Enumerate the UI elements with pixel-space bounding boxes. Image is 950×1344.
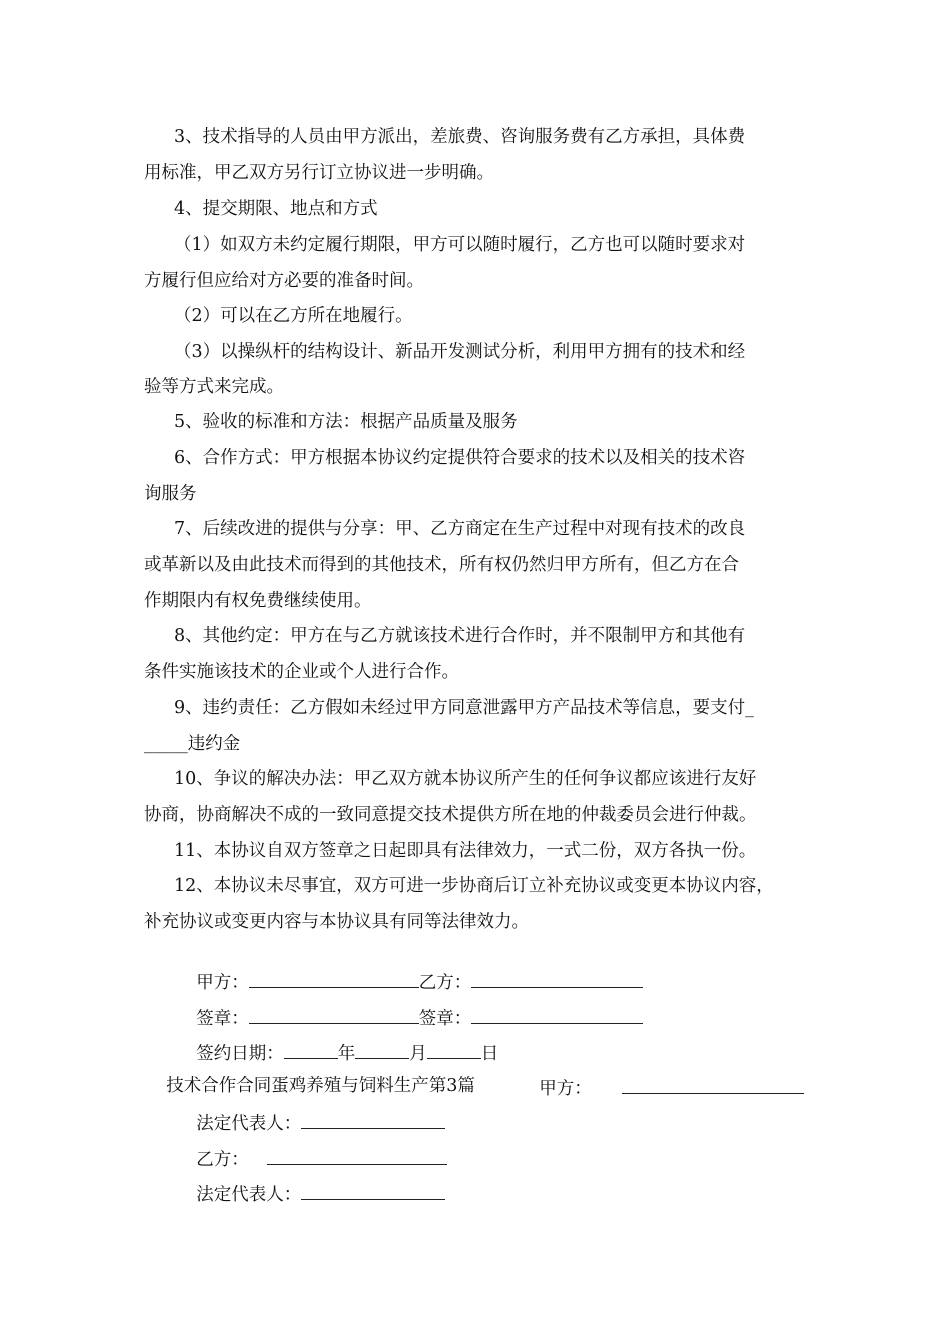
- clause-10-line-1: 10、争议的解决办法：甲乙双方就本协议所产生的任何争议都应该进行友好: [174, 769, 757, 789]
- clause-3-line-2: 用标准，甲乙双方另行订立协议进一步明确。: [144, 163, 494, 183]
- clause-4-heading: 4、提交期限、地点和方式: [174, 199, 378, 219]
- seal-a-label: 签章：: [196, 1009, 249, 1029]
- next-party-b-label: 乙方：: [196, 1150, 249, 1170]
- next-party-b-row: [174, 1124, 447, 1170]
- clause-3-line-1: 3、技术指导的人员由甲方派出，差旅费、咨询服务费有乙方承担，具体费: [174, 127, 746, 147]
- sign-date-row: [174, 1018, 499, 1064]
- next-party-a-row: [517, 1053, 804, 1099]
- rep-a-row: [174, 1088, 445, 1134]
- sign-date-label: 签约日期：: [196, 1044, 284, 1064]
- clause-12-line-1: 12、本协议未尽事宜，双方可进一步协商后订立补充协议或变更本协议内容，: [174, 876, 774, 896]
- clause-5: 5、验收的标准和方法：根据产品质量及服务: [174, 412, 518, 432]
- clause-8-line-2: 条件实施该技术的企业或个人进行合作。: [144, 662, 459, 682]
- next-section-title: 技术合作合同蛋鸡养殖与饲料生产第3篇: [166, 1076, 475, 1096]
- clause-4-1-line-1: （1）如双方未约定履行期限，甲方可以随时履行，乙方也可以随时要求对: [174, 235, 746, 255]
- clause-7-line-1: 7、后续改进的提供与分享：甲、乙方商定在生产过程中对现有技术的改良: [174, 519, 746, 539]
- party-a-label: 甲方：: [196, 973, 249, 993]
- clause-12-line-2: 补充协议或变更内容与本协议具有同等法律效力。: [144, 912, 529, 932]
- clause-4-3-line-1: （3）以操纵杆的结构设计、新品开发测试分析，利用甲方拥有的技术和经: [174, 342, 746, 362]
- party-a-signature-row: [174, 947, 643, 993]
- next-party-a-blank[interactable]: [622, 1075, 804, 1094]
- party-b-label: 乙方：: [418, 973, 472, 993]
- rep-b-blank[interactable]: [301, 1181, 445, 1200]
- next-section-title-row: [144, 1053, 475, 1096]
- clause-11: 11、本协议自双方签章之日起即具有法律效力，一式二份，双方各执一份。: [174, 841, 757, 861]
- seal-b-label: 签章：: [418, 1009, 472, 1029]
- clause-4-2: （2）可以在乙方所在地履行。: [174, 306, 413, 326]
- rep-b-row: [174, 1159, 445, 1205]
- clause-6-line-2: 询服务: [144, 484, 197, 504]
- month-label: 月: [409, 1044, 427, 1064]
- clause-9-line-1: 9、违约责任：乙方假如未经过甲方同意泄露甲方产品技术等信息，要支付_: [174, 698, 754, 718]
- day-label: 日: [480, 1044, 499, 1064]
- next-party-a-label: 甲方：: [539, 1079, 592, 1099]
- clause-8-line-1: 8、其他约定：甲方在与乙方就该技术进行合作时，并不限制甲方和其他有: [174, 626, 746, 646]
- clause-7-line-2: 或革新以及由此技术而得到的其他技术，所有权仍然归甲方所有，但乙方在合: [144, 555, 739, 575]
- clause-9-line-2: _____违约金: [144, 734, 241, 754]
- clause-10-line-2: 协商，协商解决不成的一致同意提交技术提供方所在地的仲裁委员会进行仲裁。: [144, 805, 757, 825]
- year-label: 年: [337, 1044, 356, 1064]
- clause-7-line-3: 作期限内有权免费继续使用。: [144, 591, 372, 611]
- rep-a-label: 法定代表人：: [196, 1114, 302, 1134]
- rep-b-label: 法定代表人：: [196, 1185, 302, 1205]
- clause-4-3-line-2: 验等方式来完成。: [144, 377, 284, 397]
- seal-row: [174, 983, 643, 1029]
- clause-4-1-line-2: 方履行但应给对方必要的准备时间。: [144, 271, 424, 291]
- clause-6-line-1: 6、合作方式：甲方根据本协议约定提供符合要求的技术以及相关的技术咨: [174, 448, 746, 468]
